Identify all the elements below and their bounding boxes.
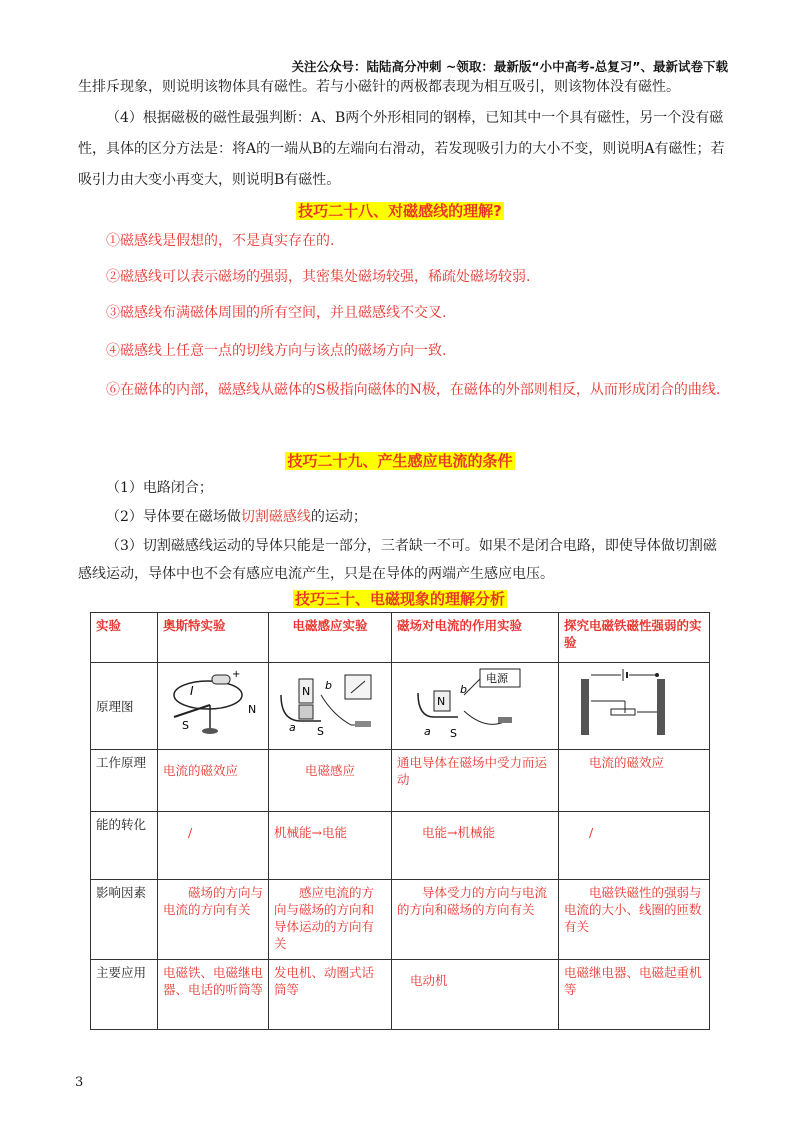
row-label: 主要应用: [91, 960, 158, 1030]
table-cell: 电磁继电器、电磁起重机等: [559, 960, 710, 1030]
table-cell: 电磁感应: [269, 750, 392, 812]
electromagnetism-table: [90, 612, 710, 1030]
table-cell: 电流的磁效应: [559, 750, 710, 812]
header-cell: 奥斯特实验: [158, 613, 269, 663]
header-cell: 磁场对电流的作用实验: [392, 613, 559, 663]
table-cell: 电流的磁效应: [158, 750, 269, 812]
table-cell: 感应电流的方向与磁场的方向和导体运动的方向有关: [269, 880, 392, 960]
row-label: 工作原理: [91, 750, 158, 812]
table-cell: 电动机: [392, 960, 559, 1030]
row-label: 影响因素: [91, 880, 158, 960]
table-row: [91, 812, 710, 880]
row-label: 原理图: [91, 663, 158, 750]
table-cell: 电磁铁、电磁继电器、电话的听筒等: [158, 960, 269, 1030]
row-label: 能的转化: [91, 812, 158, 880]
diagram-label: N: [248, 703, 257, 716]
table-row: [91, 960, 710, 1030]
sec28-item-5: ⑥在磁体的内部，磁感线从磁体的S极指向磁体的N极，在磁体的外部则相反，从而形成闭合的曲线.: [106, 382, 721, 398]
section-28-title: 技巧二十八、对磁感线的理解?: [298, 202, 502, 220]
sec28-item-1: ①磁感线是假想的，不是真实存在的.: [106, 233, 335, 249]
diagram-label: I: [190, 684, 194, 698]
table-cell: 磁场的方向与电流的方向有关: [158, 880, 269, 960]
section-29-title: 技巧二十九、产生感应电流的条件: [287, 452, 513, 470]
sec29-item-3: （3）切割磁感线运动的导体只能是一部分，三者缺一不可。如果不是闭合电路，即使导体做切割磁感线运动，导体中也不会有感应电流产生，只是在导体的两端产生感应电压。: [78, 538, 717, 582]
plus-sign-label: +: [232, 669, 241, 680]
intro-paragraph-1: 生排斥现象，则说明该物体具有磁性。若与小磁针的两极都表现为相互吸引，则该物体没有磁性。: [78, 79, 680, 95]
page-number: 3: [75, 1075, 84, 1090]
header-cell: 电磁感应实验: [269, 613, 392, 663]
oersted-diagram: [158, 663, 269, 750]
diagram-label: a: [289, 721, 296, 734]
diagram-label: S: [182, 719, 189, 732]
diagram-label: b: [325, 679, 332, 692]
induction-diagram: [269, 663, 392, 750]
table-cell: /: [158, 812, 269, 880]
table-cell: 电能→机械能: [392, 812, 559, 880]
table-cell: 机械能→电能: [269, 812, 392, 880]
diagram-label: S: [450, 727, 457, 740]
header-cell: 实验: [91, 613, 158, 663]
sec28-item-3: ③磁感线布满磁体周围的所有空间，并且磁感线不交叉.: [106, 305, 447, 321]
table-row: [91, 750, 710, 812]
diagram-label: a: [424, 725, 431, 738]
table-header-row: [91, 613, 710, 663]
sec29-item-1: （1）电路闭合；: [106, 480, 213, 496]
intro-paragraph-2: （4）根据磁极的磁性最强判断：A、B两个外形相同的钢棒，已知其中一个具有磁性，另一个没有磁性，具体的区分方法是：将A的一端从B的左端向右滑动，若发现吸引力的大小不变，则说明A有磁性；若吸引力由大变小再变大，则说明B有磁性。: [78, 110, 725, 188]
sec29-item-2: （2）导体要在磁场做切割磁感线的运动；: [106, 509, 367, 525]
diagram-label: S: [317, 725, 324, 738]
table-cell: 导体受力的方向与电流的方向和磁场的方向有关: [392, 880, 559, 960]
diagram-label: N: [437, 695, 446, 708]
table-cell: 电磁铁磁性的强弱与电流的大小、线圈的匝数有关: [559, 880, 710, 960]
table-row: [91, 880, 710, 960]
page-header: 关注公众号：陆陆高分冲刺 ~领取：最新版“小中高考-总复习”、最新试卷下载: [291, 59, 728, 74]
diagram-label: b: [460, 683, 467, 696]
table-cell: 发电机、动圈式话筒等: [269, 960, 392, 1030]
table-cell: 通电导体在磁场中受力而运动: [392, 750, 559, 812]
section-30-title: 技巧三十、电磁现象的理解分析: [294, 590, 505, 608]
motor-diagram: [392, 663, 559, 750]
table-cell: /: [559, 812, 710, 880]
sec28-item-2: ②磁感线可以表示磁场的强弱，其密集处磁场较强，稀疏处磁场较弱.: [106, 269, 531, 285]
header-cell: 探究电磁铁磁性强弱的实验: [559, 613, 710, 663]
diagram-label: N: [302, 685, 311, 698]
diagram-row: [91, 663, 710, 750]
sec29-highlight: 切割磁感线: [240, 509, 311, 525]
electromagnet-diagram: [559, 663, 710, 750]
sec28-item-4: ④磁感线上任意一点的切线方向与该点的磁场方向一致.: [106, 343, 447, 359]
diagram-label: 电源: [486, 672, 508, 685]
